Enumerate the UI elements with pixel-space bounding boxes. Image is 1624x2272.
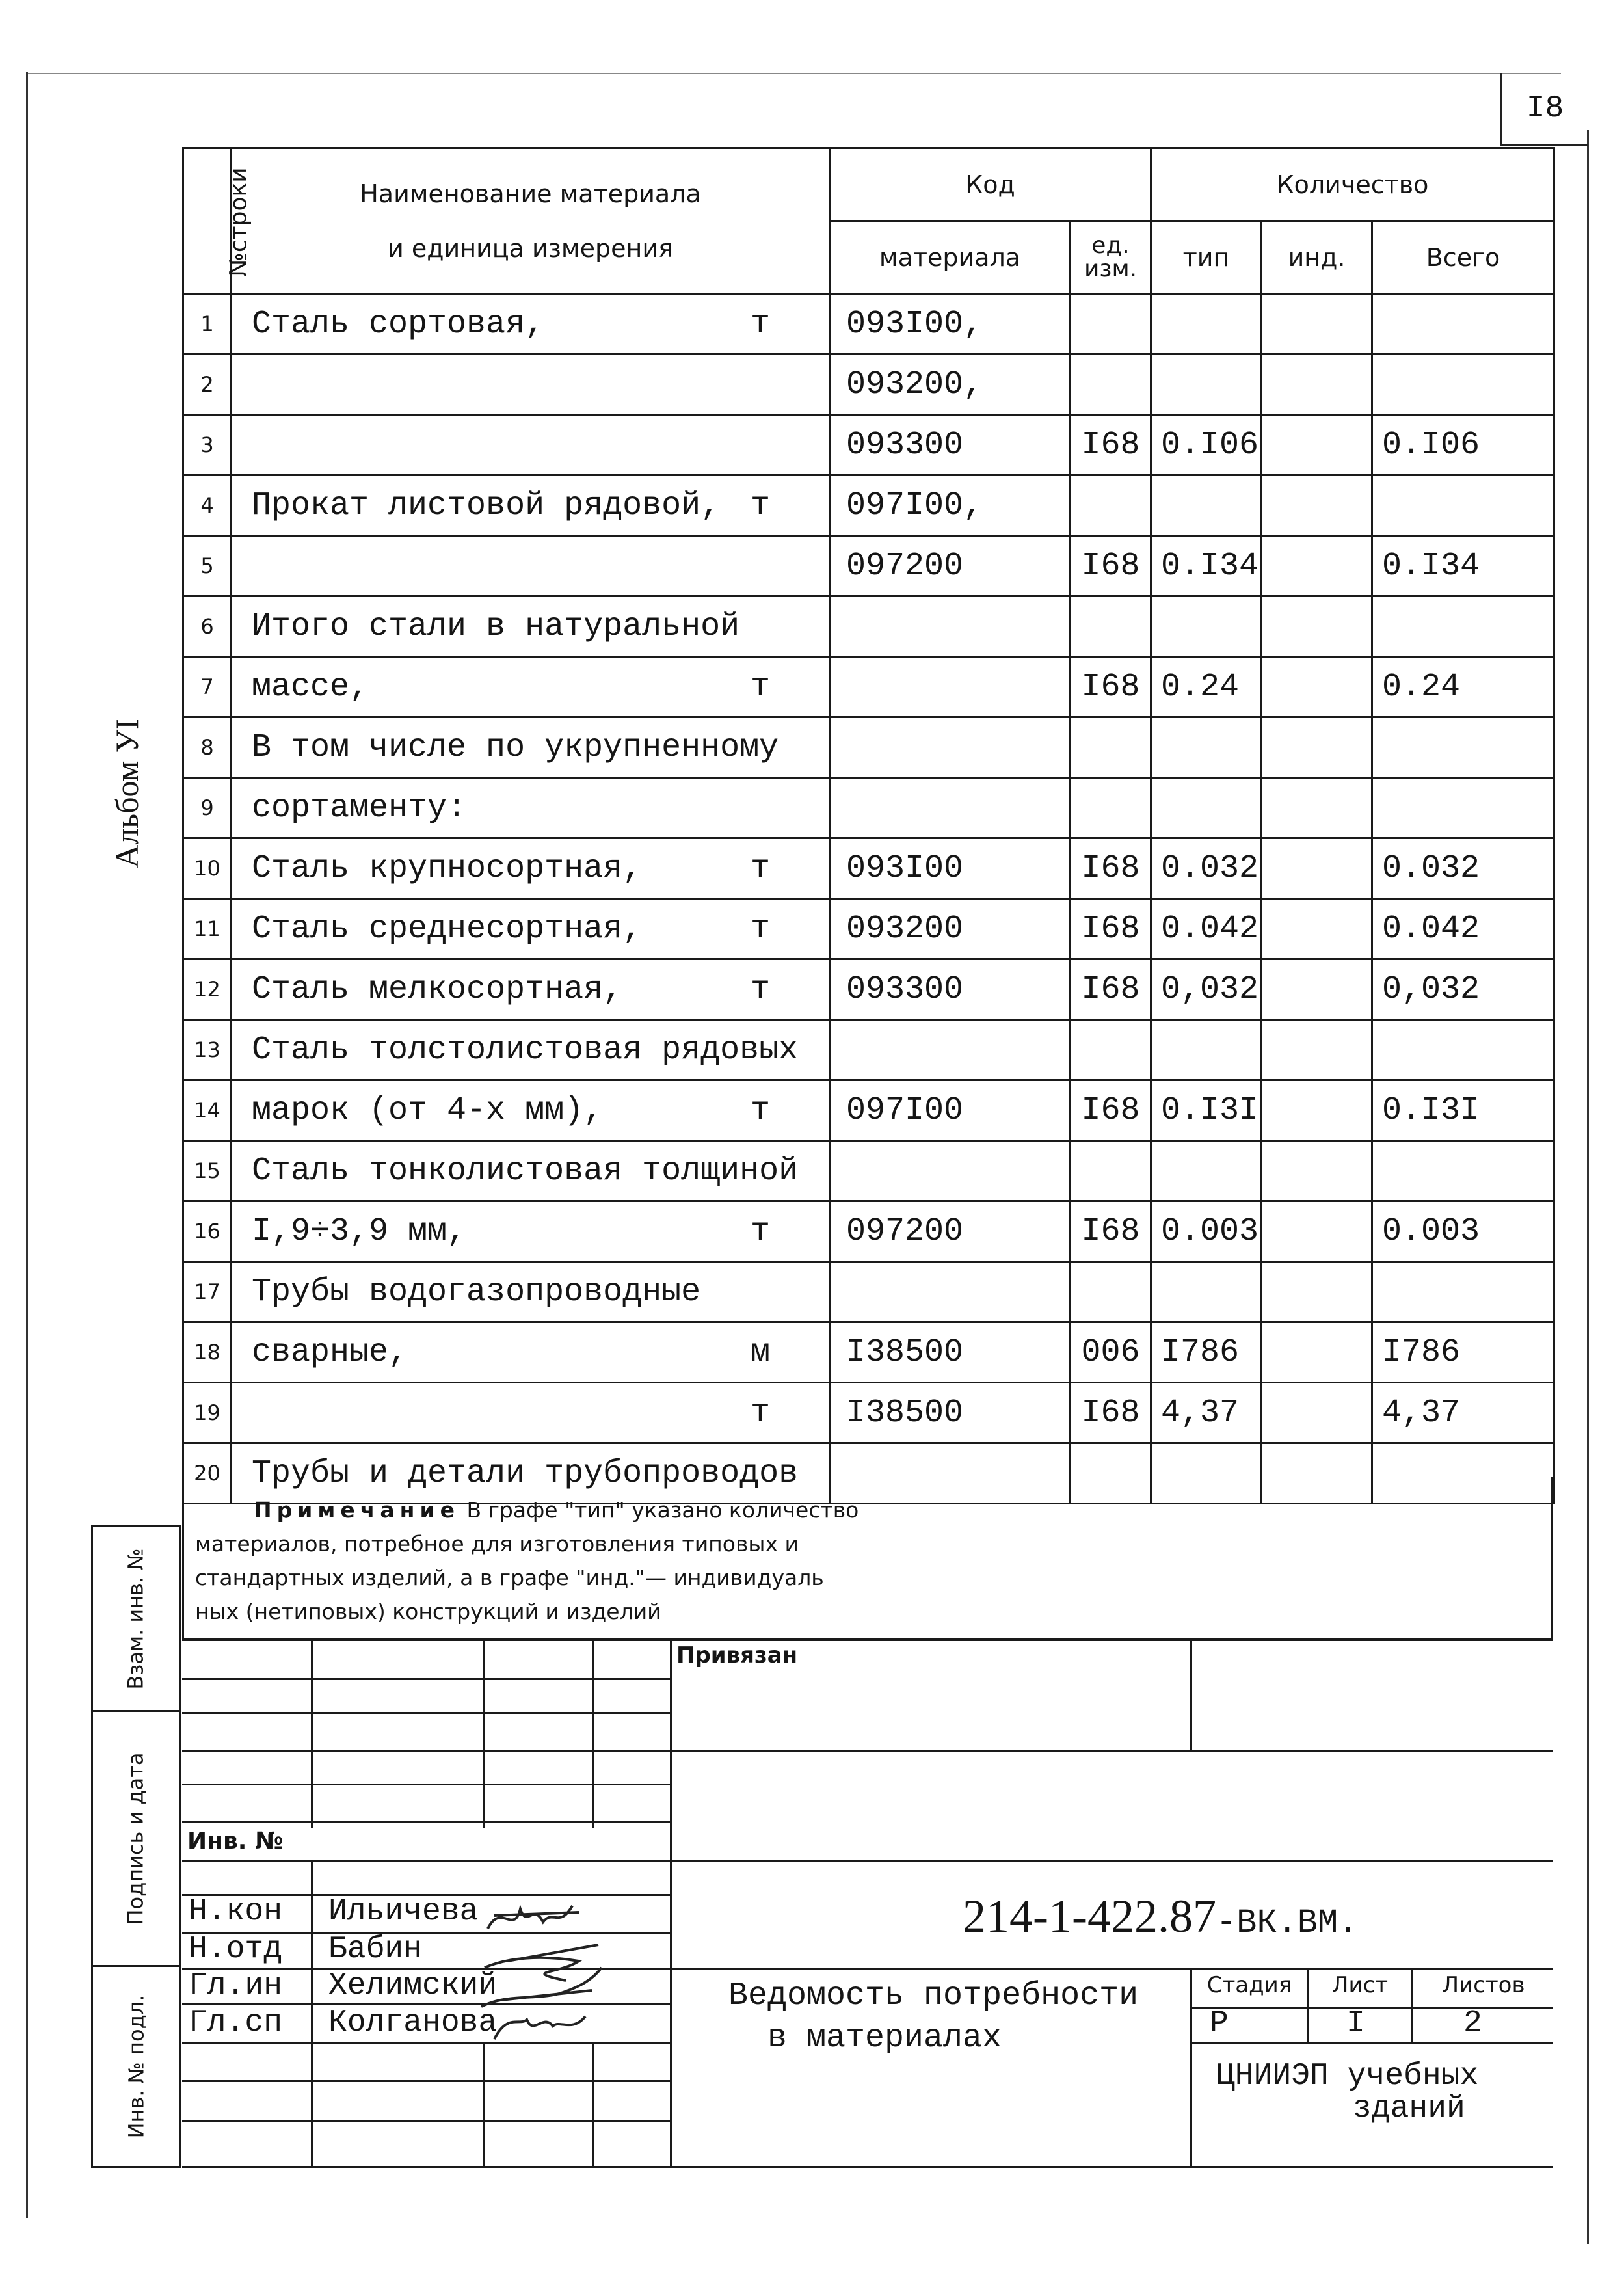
- cell-unit-code: I68: [1071, 1201, 1151, 1262]
- cell-name: [232, 717, 830, 778]
- cell-material-code: 097I00: [830, 1080, 1071, 1141]
- stage-label: Стадия: [1206, 1972, 1292, 1998]
- signature-2: [485, 1945, 598, 1981]
- stamp-vline-6: [1307, 1968, 1309, 2042]
- cell-qty-type: [1151, 354, 1262, 415]
- stamp-line-l: [1190, 2042, 1553, 2044]
- cell-qty-ind: [1262, 1322, 1372, 1383]
- cell-qty-ind: [1262, 717, 1372, 778]
- stamp-vline-2a: [483, 1639, 485, 1828]
- cell-material-code: [830, 717, 1071, 778]
- cell-name-text: Сталь тонколистовая толщиной: [252, 1152, 799, 1190]
- cell-row-number: 2: [183, 354, 232, 415]
- cell-material-code: 093200,: [830, 354, 1071, 415]
- cell-qty-type: I786: [1151, 1322, 1262, 1383]
- header-q-total: Всего: [1372, 221, 1554, 294]
- cell-qty-ind: [1262, 354, 1372, 415]
- role-4: Гл.сп: [189, 2005, 283, 2040]
- cell-qty-type: [1151, 717, 1262, 778]
- cell-name: [232, 354, 830, 415]
- cell-qty-ind: [1262, 959, 1372, 1020]
- cell-name: [232, 1080, 830, 1141]
- cell-qty-ind: [1262, 536, 1372, 596]
- table-row: [183, 536, 1554, 596]
- cell-name-text: массе,: [252, 668, 369, 706]
- person-2: Бабин: [328, 1932, 423, 1967]
- person-3: Хелимский: [328, 1968, 498, 2003]
- stamp-line-a: [182, 1678, 670, 1680]
- sheets-label: Листов: [1442, 1972, 1525, 1998]
- cell-name-text: Сталь среднесортная,: [252, 910, 643, 948]
- cell-row-number: 1: [183, 294, 232, 354]
- header-row-number-text: №строки: [225, 167, 252, 277]
- cell-unit-text: т: [750, 1091, 770, 1129]
- note-line4: ных (нетиповых) конструкций и изделий: [195, 1599, 661, 1624]
- header-name: [232, 148, 830, 294]
- cell-name: [232, 838, 830, 899]
- cell-unit-code: [1071, 1020, 1151, 1080]
- frame-top-line: [26, 73, 1561, 74]
- sheet-value: I: [1346, 2006, 1365, 2041]
- materials-table: [182, 147, 1555, 1504]
- doc-code-number: 214-1-422.87: [963, 1890, 1216, 1942]
- cell-material-code: 093300: [830, 415, 1071, 475]
- cell-material-code: 097I00,: [830, 475, 1071, 536]
- page-number: I8: [1500, 73, 1588, 146]
- cell-unit-text: т: [750, 849, 770, 887]
- org-line2: зданий: [1353, 2091, 1465, 2126]
- cell-qty-total: [1372, 596, 1554, 657]
- cell-qty-ind: [1262, 596, 1372, 657]
- cell-qty-type: [1151, 1262, 1262, 1322]
- cell-qty-total: [1372, 717, 1554, 778]
- cell-name: [232, 415, 830, 475]
- cell-qty-type: 0,032: [1151, 959, 1262, 1020]
- cell-qty-ind: [1262, 1383, 1372, 1443]
- header-q-ind: инд.: [1262, 221, 1372, 294]
- album-label-text: Альбом УI: [109, 719, 146, 868]
- table-row: [183, 354, 1554, 415]
- cell-material-code: [830, 1020, 1071, 1080]
- cell-unit-code: 006: [1071, 1322, 1151, 1383]
- cell-unit-text: т: [750, 305, 770, 343]
- cell-material-code: [830, 596, 1071, 657]
- cell-material-code: I38500: [830, 1383, 1071, 1443]
- table-row: [183, 717, 1554, 778]
- stamp-line-e: [182, 1821, 670, 1823]
- cell-qty-type: 0.I06: [1151, 415, 1262, 475]
- table-row: [183, 1080, 1554, 1141]
- cell-row-number: 18: [183, 1322, 232, 1383]
- table-row: [183, 596, 1554, 657]
- doc-title-line1: Ведомость потребности: [728, 1977, 1139, 2014]
- cell-qty-ind: [1262, 475, 1372, 536]
- cell-qty-total: 4,37: [1372, 1383, 1554, 1443]
- cell-qty-total: 0.24: [1372, 657, 1554, 717]
- cell-row-number: 11: [183, 899, 232, 959]
- frame-right-line: [1587, 130, 1589, 2244]
- cell-row-number: 16: [183, 1201, 232, 1262]
- cell-name-text: сварные,: [252, 1333, 408, 1371]
- cell-unit-code: [1071, 475, 1151, 536]
- cell-qty-type: [1151, 475, 1262, 536]
- cell-row-number: 15: [183, 1141, 232, 1201]
- stamp-vline-5a: [1190, 1639, 1192, 1750]
- cell-row-number: 12: [183, 959, 232, 1020]
- cell-row-number: 5: [183, 536, 232, 596]
- stamp-line-n: [182, 2080, 670, 2082]
- cell-material-code: I38500: [830, 1322, 1071, 1383]
- side-vzam-text: Взам. инв. №: [124, 1547, 149, 1690]
- side-podpis: [91, 1710, 181, 1967]
- cell-name-text: Трубы и детали трубопроводов: [252, 1454, 799, 1492]
- table-row: [183, 1201, 1554, 1262]
- stamp-vline-3a: [592, 1639, 594, 1828]
- cell-row-number: 7: [183, 657, 232, 717]
- cell-material-code: 093300: [830, 959, 1071, 1020]
- cell-name: [232, 1141, 830, 1201]
- cell-name-text: В том числе по укрупненному: [252, 728, 779, 766]
- cell-name-text: Сталь сортовая,: [252, 305, 545, 343]
- album-label: [98, 715, 156, 872]
- table-row: [183, 475, 1554, 536]
- cell-unit-code: I68: [1071, 959, 1151, 1020]
- cell-material-code: [830, 778, 1071, 838]
- cell-name: [232, 475, 830, 536]
- cell-qty-type: [1151, 1020, 1262, 1080]
- cell-material-code: 093I00,: [830, 294, 1071, 354]
- cell-material-code: [830, 657, 1071, 717]
- table-row: [183, 415, 1554, 475]
- cell-qty-total: 0.I06: [1372, 415, 1554, 475]
- cell-qty-ind: [1262, 1020, 1372, 1080]
- cell-material-code: [830, 1141, 1071, 1201]
- header-code-unit-text: ед. изм.: [1084, 232, 1138, 282]
- cell-name: [232, 657, 830, 717]
- cell-qty-ind: [1262, 778, 1372, 838]
- cell-unit-text: т: [750, 487, 770, 524]
- cell-name-text: Сталь мелкосортная,: [252, 970, 623, 1008]
- stamp-vline-3b: [592, 2042, 594, 2166]
- cell-row-number: 3: [183, 415, 232, 475]
- cell-name: [232, 1262, 830, 1322]
- stamp-line-f: [182, 1860, 1553, 1862]
- cell-qty-type: 0.I3I: [1151, 1080, 1262, 1141]
- cell-unit-code: [1071, 1262, 1151, 1322]
- cell-qty-total: [1372, 1262, 1554, 1322]
- cell-row-number: 9: [183, 778, 232, 838]
- cell-qty-total: [1372, 475, 1554, 536]
- table-row: [183, 1322, 1554, 1383]
- table-row: [183, 899, 1554, 959]
- stage-value: Р: [1210, 2006, 1229, 2041]
- cell-name-text: сортаменту:: [252, 789, 467, 827]
- cell-name-text: I,9÷3,9 мм,: [252, 1212, 467, 1250]
- cell-unit-text: т: [750, 910, 770, 948]
- cell-material-code: [830, 1262, 1071, 1322]
- cell-qty-type: 0.24: [1151, 657, 1262, 717]
- cell-unit-code: [1071, 778, 1151, 838]
- inv-no-label: Инв. №: [187, 1828, 284, 1854]
- cell-qty-total: 0.032: [1372, 838, 1554, 899]
- cell-unit-code: I68: [1071, 536, 1151, 596]
- cell-name-text: Трубы водогазопроводные: [252, 1273, 701, 1311]
- frame-left-line: [26, 72, 28, 2218]
- role-3: Гл.ин: [189, 1968, 283, 2003]
- cell-unit-text: м: [750, 1333, 770, 1371]
- table-row: [183, 1141, 1554, 1201]
- table-row: [183, 1383, 1554, 1443]
- cell-unit-code: I68: [1071, 1383, 1151, 1443]
- cell-qty-total: [1372, 354, 1554, 415]
- privyazan-label: Привязан: [676, 1642, 798, 1668]
- cell-qty-ind: [1262, 1141, 1372, 1201]
- cell-unit-code: I68: [1071, 1080, 1151, 1141]
- cell-qty-ind: [1262, 838, 1372, 899]
- cell-name: [232, 596, 830, 657]
- person-4: Колганова: [328, 2005, 498, 2040]
- cell-row-number: 6: [183, 596, 232, 657]
- cell-name: [232, 1201, 830, 1262]
- cell-unit-code: I68: [1071, 899, 1151, 959]
- cell-material-code: 093200: [830, 899, 1071, 959]
- sheet-label: Лист: [1331, 1972, 1389, 1998]
- cell-qty-total: 0.042: [1372, 899, 1554, 959]
- cell-row-number: 10: [183, 838, 232, 899]
- header-name-line1: Наименование материала: [360, 179, 701, 208]
- table-row: [183, 838, 1554, 899]
- doc-code: [963, 1890, 1358, 1944]
- cell-qty-total: 0.I3I: [1372, 1080, 1554, 1141]
- cell-qty-total: I786: [1372, 1322, 1554, 1383]
- doc-title-line2: в материалах: [767, 2020, 1002, 2057]
- cell-name: [232, 536, 830, 596]
- cell-row-number: 17: [183, 1262, 232, 1322]
- side-inv-podl-text: Инв. № подл.: [124, 1994, 149, 2139]
- table-row: [183, 1020, 1554, 1080]
- cell-qty-total: 0,032: [1372, 959, 1554, 1020]
- stamp-line-k: [1190, 2007, 1553, 2009]
- table-row: [183, 778, 1554, 838]
- cell-qty-type: 0.042: [1151, 899, 1262, 959]
- cell-material-code: 097200: [830, 1201, 1071, 1262]
- stamp-line-o: [182, 2120, 670, 2122]
- header-code: Код: [830, 148, 1151, 221]
- org-line1: ЦНИИЭП учебных: [1216, 2059, 1479, 2094]
- cell-qty-ind: [1262, 1080, 1372, 1141]
- header-quantity: Количество: [1151, 148, 1554, 221]
- cell-qty-type: [1151, 1141, 1262, 1201]
- cell-qty-ind: [1262, 1262, 1372, 1322]
- table-row: [183, 294, 1554, 354]
- cell-unit-code: I68: [1071, 838, 1151, 899]
- person-1: Ильичева: [328, 1894, 479, 1929]
- cell-name-text: Сталь толстолистовая рядовых: [252, 1031, 799, 1069]
- side-inv-podl: [91, 1965, 181, 2168]
- cell-name: [232, 1322, 830, 1383]
- cell-qty-type: [1151, 294, 1262, 354]
- cell-qty-ind: [1262, 415, 1372, 475]
- note-text: [195, 1493, 1041, 1629]
- cell-row-number: 13: [183, 1020, 232, 1080]
- cell-row-number: 19: [183, 1383, 232, 1443]
- cell-row-number: 20: [183, 1443, 232, 1504]
- cell-qty-type: 0.032: [1151, 838, 1262, 899]
- cell-unit-code: I68: [1071, 657, 1151, 717]
- header-row-number: [183, 148, 252, 294]
- cell-row-number: 14: [183, 1080, 232, 1141]
- cell-unit-text: т: [750, 668, 770, 706]
- cell-name: [232, 294, 830, 354]
- header-code-unit: [1071, 221, 1151, 294]
- cell-name: [232, 899, 830, 959]
- cell-qty-type: [1151, 778, 1262, 838]
- table-row: [183, 1262, 1554, 1322]
- sheets-value: 2: [1463, 2006, 1482, 2041]
- cell-material-code: 093I00: [830, 838, 1071, 899]
- cell-qty-type: 4,37: [1151, 1383, 1262, 1443]
- cell-qty-type: [1151, 596, 1262, 657]
- cell-row-number: 8: [183, 717, 232, 778]
- signature-3: [481, 1968, 602, 2007]
- note-line3: стандартных изделий, а в графе "инд."— индивидуаль: [195, 1565, 824, 1590]
- cell-qty-total: 0.003: [1372, 1201, 1554, 1262]
- cell-unit-text: т: [750, 1394, 770, 1432]
- cell-qty-type: 0.003: [1151, 1201, 1262, 1262]
- cell-unit-code: [1071, 596, 1151, 657]
- stamp-line-b: [182, 1712, 670, 1714]
- side-vzam: [91, 1525, 181, 1712]
- signatures: [481, 1896, 611, 2046]
- cell-qty-ind: [1262, 899, 1372, 959]
- side-podpis-text: Подпись и дата: [124, 1752, 148, 1925]
- note-line1: В графе "тип" указано количество: [466, 1497, 859, 1523]
- cell-name: [232, 778, 830, 838]
- stamp-vline-4: [670, 1639, 672, 2166]
- header-q-type: тип: [1151, 221, 1262, 294]
- role-2: Н.отд: [189, 1932, 283, 1967]
- cell-unit-code: [1071, 717, 1151, 778]
- cell-qty-total: 0.I34: [1372, 536, 1554, 596]
- stamp-vline-7: [1411, 1968, 1413, 2042]
- cell-qty-total: [1372, 294, 1554, 354]
- doc-code-suffix: -ВК.ВМ.: [1216, 1904, 1359, 1942]
- stamp-vline-5b: [1190, 1968, 1192, 2166]
- cell-name-text: марок (от 4-х мм),: [252, 1091, 604, 1129]
- stamp-vline-1a: [311, 1639, 313, 1828]
- cell-qty-ind: [1262, 1201, 1372, 1262]
- cell-qty-total: [1372, 1020, 1554, 1080]
- cell-qty-ind: [1262, 657, 1372, 717]
- signature-4: [494, 2016, 585, 2039]
- cell-qty-total: [1372, 1141, 1554, 1201]
- cell-unit-text: т: [750, 970, 770, 1008]
- cell-name: [232, 1383, 830, 1443]
- cell-unit-text: т: [750, 1212, 770, 1250]
- role-1: Н.кон: [189, 1894, 283, 1929]
- note-line2: материалов, потребное для изготовления типовых и: [195, 1531, 799, 1557]
- stamp-vline-1b: [311, 1860, 313, 2166]
- cell-name-text: Сталь крупносортная,: [252, 849, 643, 887]
- header-code-material: материала: [830, 221, 1071, 294]
- stamp-top-line: [182, 1639, 1553, 1641]
- cell-name-text: Итого стали в натуральной: [252, 608, 740, 645]
- header-name-line2: и единица измерения: [388, 234, 673, 263]
- table-body: [183, 294, 1554, 1504]
- cell-unit-code: [1071, 354, 1151, 415]
- stamp-bottom-line: [182, 2166, 1553, 2168]
- stamp-vline-2b: [483, 2042, 485, 2166]
- cell-unit-code: [1071, 1141, 1151, 1201]
- cell-name: [232, 1020, 830, 1080]
- note-label: Примечание: [254, 1497, 460, 1523]
- cell-name-text: Прокат листовой рядовой,: [252, 487, 721, 524]
- stamp-line-d: [182, 1784, 670, 1785]
- cell-qty-type: 0.I34: [1151, 536, 1262, 596]
- cell-unit-code: I68: [1071, 415, 1151, 475]
- cell-row-number: 4: [183, 475, 232, 536]
- signature-1: [488, 1906, 579, 1929]
- cell-qty-total: [1372, 778, 1554, 838]
- cell-qty-ind: [1262, 294, 1372, 354]
- stamp-line-c: [182, 1750, 1553, 1752]
- cell-name: [232, 959, 830, 1020]
- table-row: [183, 657, 1554, 717]
- cell-material-code: 097200: [830, 536, 1071, 596]
- table-row: [183, 959, 1554, 1020]
- cell-unit-code: [1071, 294, 1151, 354]
